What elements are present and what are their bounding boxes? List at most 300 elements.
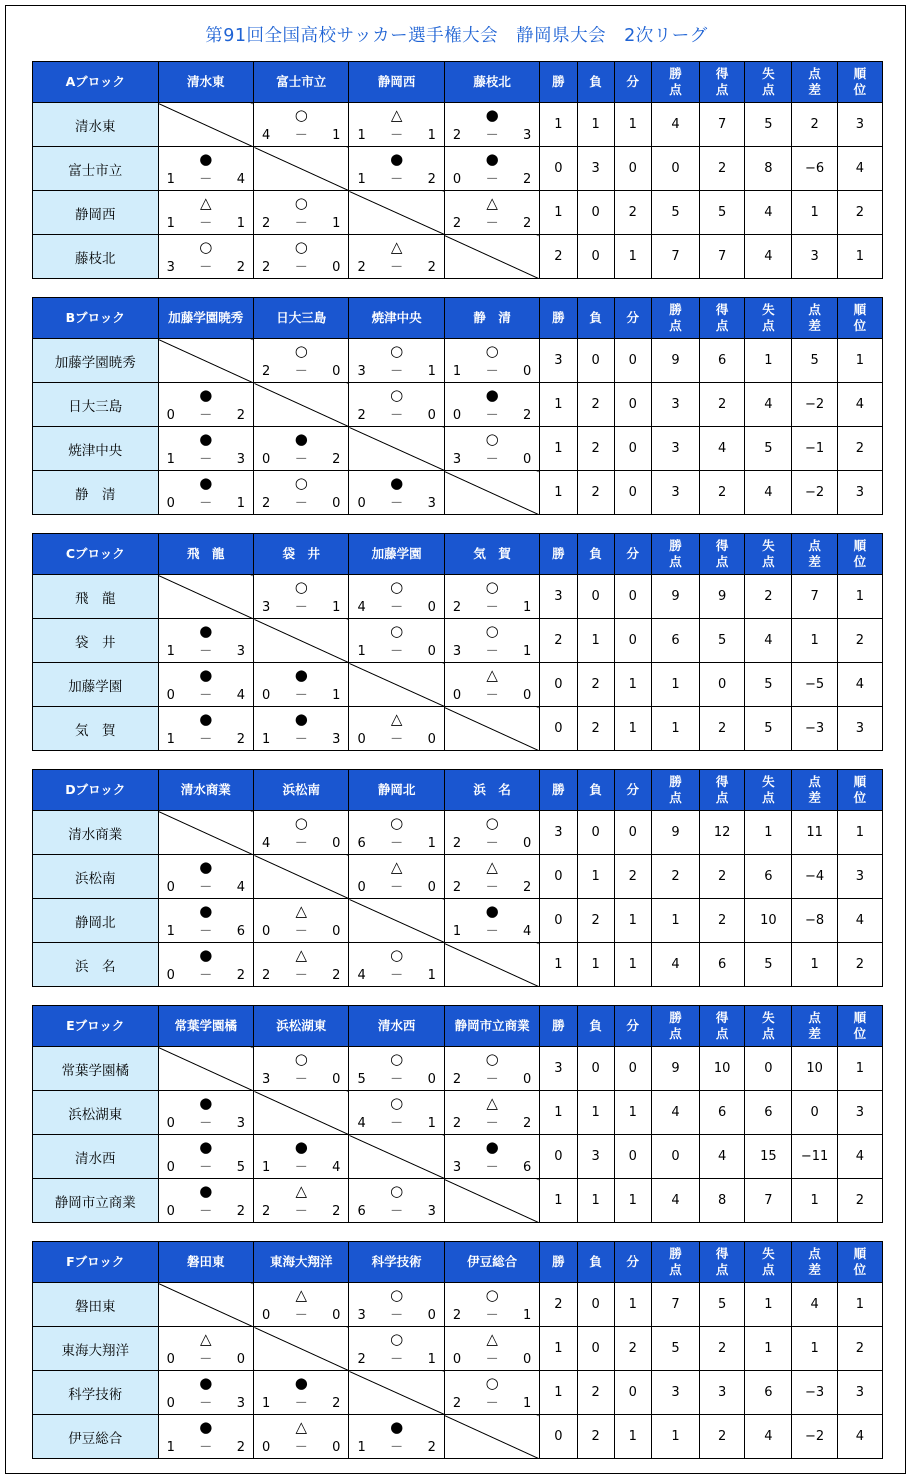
stat-cell: 2 [540, 235, 577, 279]
team-name: 清水商業 [33, 811, 159, 855]
stat-header: 分 [614, 298, 651, 339]
stat-header: 勝 [540, 1242, 577, 1283]
result-mark: ● [199, 430, 213, 448]
score-separator: － [294, 1160, 308, 1175]
stat-cell: 2 [837, 191, 882, 235]
goals-for: 4 [357, 1116, 366, 1131]
stat-cell: 0 [792, 1091, 837, 1135]
score [357, 731, 435, 749]
stat-cell: 0 [540, 663, 577, 707]
result-mark: ● [199, 858, 213, 876]
stat-cell: 1 [614, 899, 651, 943]
score [167, 407, 245, 425]
goals-for: 6 [357, 1204, 366, 1219]
stat-header: 分 [614, 62, 651, 103]
stat-cell: 1 [614, 1283, 651, 1327]
self-match-cell [254, 1091, 349, 1135]
match-result-cell [254, 1179, 349, 1223]
stat-header: 負 [577, 1242, 614, 1283]
stat-cell: −8 [792, 899, 837, 943]
goals-against: 0 [523, 364, 532, 379]
opponent-header: 磐田東 [158, 1242, 253, 1283]
score [262, 451, 340, 469]
goals-against: 2 [236, 1204, 245, 1219]
goals-for: 2 [452, 1072, 462, 1087]
table-row [33, 663, 883, 707]
match-result-cell [349, 1091, 444, 1135]
stat-cell: 10 [700, 1047, 745, 1091]
stat-cell: 2 [837, 1179, 882, 1223]
result-mark: ● [485, 386, 499, 404]
score-separator: － [294, 452, 308, 467]
table-row [33, 1135, 883, 1179]
opponent-header: 科学技術 [349, 1242, 444, 1283]
match-result-cell [349, 1179, 444, 1223]
stat-cell: 0 [577, 1047, 614, 1091]
result-mark: ● [485, 902, 499, 920]
result-mark: ○ [294, 1050, 308, 1068]
team-name: 静岡市立商業 [33, 1179, 159, 1223]
score-separator: － [199, 260, 213, 275]
stat-cell: 5 [651, 191, 699, 235]
stat-header: 負 [577, 1006, 614, 1047]
table-row [33, 619, 883, 663]
goals-against: 6 [523, 1160, 532, 1175]
stat-cell: 1 [651, 1415, 699, 1459]
score [167, 731, 245, 749]
stat-cell: 3 [792, 235, 837, 279]
goals-against: 0 [332, 1308, 341, 1323]
score-separator: － [294, 924, 308, 939]
result-mark: △ [486, 1094, 498, 1112]
score-separator: － [199, 880, 213, 895]
stat-cell: 4 [745, 191, 792, 235]
score-separator: － [294, 1308, 308, 1323]
table-row [33, 235, 883, 279]
goals-for: 4 [357, 968, 366, 983]
stat-cell: 4 [651, 943, 699, 987]
goals-for: 0 [262, 924, 271, 939]
goals-for: 2 [262, 496, 271, 511]
goals-against: 0 [523, 1072, 532, 1087]
stat-cell: 1 [614, 943, 651, 987]
result-mark: △ [295, 1418, 307, 1436]
score [453, 643, 531, 661]
goals-for: 1 [166, 924, 175, 939]
score-separator: － [199, 172, 213, 187]
score-separator: － [199, 732, 213, 747]
stat-header: 得 点 [700, 1242, 745, 1283]
match-result-cell [254, 899, 349, 943]
score-separator: － [199, 216, 213, 231]
goals-for: 2 [452, 128, 462, 143]
result-mark: ○ [485, 430, 499, 448]
stat-cell: 1 [577, 619, 614, 663]
score-separator: － [294, 1396, 308, 1411]
match-result-cell [444, 811, 539, 855]
goals-for: 2 [452, 836, 462, 851]
table-row [33, 943, 883, 987]
goals-for: 1 [166, 172, 175, 187]
stat-cell: 2 [577, 1415, 614, 1459]
stat-header: 分 [614, 1006, 651, 1047]
team-name: 科学技術 [33, 1371, 159, 1415]
goals-for: 0 [166, 1396, 175, 1411]
stat-cell: 0 [577, 575, 614, 619]
stat-cell: 1 [577, 1091, 614, 1135]
stat-cell: 2 [614, 191, 651, 235]
goals-for: 1 [357, 1440, 366, 1455]
stat-cell: 15 [745, 1135, 792, 1179]
stat-cell: 7 [651, 235, 699, 279]
stat-cell: 6 [700, 1091, 745, 1135]
match-result-cell [158, 471, 253, 515]
stat-header: 分 [614, 534, 651, 575]
match-result-cell [254, 1047, 349, 1091]
stat-cell: 5 [700, 191, 745, 235]
stat-cell: 4 [745, 235, 792, 279]
result-mark: ● [294, 1138, 308, 1156]
stat-header: 分 [614, 770, 651, 811]
score-separator: － [485, 128, 499, 143]
stat-cell: 0 [614, 1047, 651, 1091]
table-row [33, 1283, 883, 1327]
stat-cell: 9 [700, 575, 745, 619]
stat-header: 勝 [540, 770, 577, 811]
stat-cell: 1 [577, 103, 614, 147]
score-separator: － [390, 1116, 404, 1131]
stat-cell: 4 [700, 1135, 745, 1179]
score [357, 363, 435, 381]
goals-for: 1 [262, 1160, 271, 1175]
goals-against: 1 [427, 128, 436, 143]
team-name: 富士市立 [33, 147, 159, 191]
score-separator: － [199, 688, 213, 703]
stat-header: 得 点 [700, 770, 745, 811]
stat-cell: 1 [540, 191, 577, 235]
score [262, 599, 340, 617]
score-separator: － [199, 1440, 213, 1455]
stat-cell: 8 [700, 1179, 745, 1223]
result-mark: ○ [294, 238, 308, 256]
score [167, 1439, 245, 1457]
result-mark: ○ [390, 1330, 404, 1348]
stat-cell: 2 [577, 1371, 614, 1415]
league-table [32, 769, 883, 987]
score [262, 1307, 340, 1325]
stat-header: 負 [577, 298, 614, 339]
goals-against: 4 [332, 1160, 341, 1175]
stat-cell: 0 [614, 427, 651, 471]
match-result-cell [158, 1327, 253, 1371]
stat-cell: 5 [651, 1327, 699, 1371]
goals-against: 1 [236, 496, 245, 511]
score-separator: － [294, 1072, 308, 1087]
goals-for: 0 [262, 1440, 271, 1455]
result-mark: ○ [485, 1050, 499, 1068]
score [262, 495, 340, 513]
result-mark: ○ [199, 238, 213, 256]
match-result-cell [254, 943, 349, 987]
stat-cell: 1 [792, 619, 837, 663]
goals-for: 0 [166, 880, 175, 895]
stat-cell: 3 [837, 707, 882, 751]
goals-for: 4 [262, 128, 271, 143]
goals-for: 1 [357, 128, 366, 143]
table-row [33, 1371, 883, 1415]
goals-for: 1 [166, 216, 175, 231]
goals-for: 3 [452, 1160, 462, 1175]
stat-cell: 6 [745, 1371, 792, 1415]
goals-against: 2 [427, 1440, 436, 1455]
stat-header: 分 [614, 1242, 651, 1283]
score [453, 599, 531, 617]
self-match-cell [349, 1135, 444, 1179]
stat-cell: 6 [745, 855, 792, 899]
team-name: 日大三島 [33, 383, 159, 427]
match-result-cell [349, 707, 444, 751]
goals-for: 0 [452, 172, 462, 187]
stat-cell: −3 [792, 1371, 837, 1415]
table-row [33, 339, 883, 383]
score [262, 687, 340, 705]
goals-for: 1 [357, 172, 366, 187]
goals-for: 2 [262, 968, 271, 983]
match-result-cell [158, 855, 253, 899]
score-separator: － [294, 260, 308, 275]
stat-header: 勝 [540, 534, 577, 575]
score [357, 259, 435, 277]
goals-for: 3 [357, 364, 366, 379]
result-mark: △ [295, 1286, 307, 1304]
score-separator: － [390, 1204, 404, 1219]
opponent-header: 伊豆総合 [444, 1242, 539, 1283]
score [453, 923, 531, 941]
stat-cell: 0 [614, 471, 651, 515]
score-separator: － [390, 836, 404, 851]
table-row [33, 1047, 883, 1091]
stat-cell: 0 [651, 147, 699, 191]
match-result-cell [349, 575, 444, 619]
match-result-cell [444, 1283, 539, 1327]
self-match-cell [254, 1327, 349, 1371]
match-result-cell [254, 1371, 349, 1415]
match-result-cell [158, 1091, 253, 1135]
stat-cell: 7 [792, 575, 837, 619]
score-separator: － [199, 452, 213, 467]
goals-for: 0 [262, 1308, 271, 1323]
score [453, 1307, 531, 1325]
stat-header: 点 差 [792, 534, 837, 575]
stat-cell: 1 [651, 707, 699, 751]
match-result-cell [158, 1371, 253, 1415]
goals-for: 0 [262, 688, 271, 703]
stat-cell: 1 [837, 235, 882, 279]
table-row [33, 191, 883, 235]
match-result-cell [158, 619, 253, 663]
goals-against: 4 [236, 688, 245, 703]
opponent-header: 浜松南 [254, 770, 349, 811]
score-separator: － [390, 1352, 404, 1367]
goals-for: 0 [166, 688, 175, 703]
goals-against: 1 [523, 1308, 532, 1323]
stat-cell: 0 [577, 339, 614, 383]
team-name: 静岡北 [33, 899, 159, 943]
stat-cell: 3 [577, 1135, 614, 1179]
score [167, 215, 245, 233]
stat-header: 点 差 [792, 62, 837, 103]
stat-cell: 4 [651, 103, 699, 147]
stat-cell: 7 [651, 1283, 699, 1327]
team-name: 気 賀 [33, 707, 159, 751]
stat-cell: 0 [577, 1283, 614, 1327]
goals-against: 1 [427, 1352, 436, 1367]
score-separator: － [485, 1396, 499, 1411]
score-separator: － [199, 1116, 213, 1131]
stat-cell: 3 [577, 147, 614, 191]
match-result-cell [254, 1135, 349, 1179]
team-name: 東海大翔洋 [33, 1327, 159, 1371]
stat-header: 点 差 [792, 770, 837, 811]
stat-cell: 0 [577, 1327, 614, 1371]
goals-for: 0 [166, 408, 175, 423]
score-separator: － [485, 1352, 499, 1367]
score-separator: － [294, 1204, 308, 1219]
result-mark: ● [199, 1094, 213, 1112]
score-separator: － [485, 1116, 499, 1131]
score [167, 495, 245, 513]
score [453, 127, 531, 145]
match-result-cell [349, 811, 444, 855]
stat-cell: 2 [700, 899, 745, 943]
stat-cell: 0 [700, 663, 745, 707]
stat-header: 順 位 [837, 1242, 882, 1283]
stat-cell: 1 [745, 1327, 792, 1371]
goals-for: 0 [166, 496, 175, 511]
stat-cell: 1 [540, 471, 577, 515]
score [357, 495, 435, 513]
result-mark: △ [390, 710, 403, 728]
stat-header: 負 [577, 62, 614, 103]
result-mark: ○ [390, 946, 404, 964]
table-row [33, 899, 883, 943]
score-separator: － [485, 452, 499, 467]
score-separator: － [199, 968, 213, 983]
result-mark: ● [199, 902, 213, 920]
result-mark: ● [390, 474, 404, 492]
stat-cell: 4 [837, 663, 882, 707]
result-mark: ● [199, 1374, 213, 1392]
goals-against: 3 [236, 644, 245, 659]
opponent-header: 静岡北 [349, 770, 444, 811]
match-result-cell [444, 103, 539, 147]
page-title: 第91回全国高校サッカー選手権大会 静岡県大会 2次リーグ [205, 26, 708, 46]
table-row [33, 103, 883, 147]
stat-cell: 1 [540, 1327, 577, 1371]
stat-cell: 1 [792, 943, 837, 987]
goals-for: 1 [357, 644, 366, 659]
score [167, 451, 245, 469]
score [357, 1307, 435, 1325]
score [453, 1395, 531, 1413]
match-result-cell [349, 1327, 444, 1371]
goals-for: 4 [357, 600, 366, 615]
score [262, 731, 340, 749]
score [167, 967, 245, 985]
score-separator: － [294, 496, 308, 511]
goals-for: 1 [166, 644, 175, 659]
goals-against: 0 [427, 600, 436, 615]
stat-cell: 1 [577, 943, 614, 987]
stat-cell: 4 [745, 471, 792, 515]
stat-cell: 9 [651, 811, 699, 855]
result-mark: ○ [294, 106, 308, 124]
league-table [32, 1241, 883, 1459]
result-mark: ○ [294, 578, 308, 596]
score [357, 1071, 435, 1089]
result-mark: △ [486, 1330, 498, 1348]
score [167, 259, 245, 277]
stat-header: 順 位 [837, 298, 882, 339]
block-label: Cブロック [33, 534, 159, 575]
score [357, 171, 435, 189]
stat-cell: −2 [792, 471, 837, 515]
goals-for: 0 [166, 1160, 175, 1175]
result-mark: ○ [390, 578, 404, 596]
result-mark: ○ [390, 1182, 404, 1200]
goals-for: 3 [452, 452, 462, 467]
team-name: 袋 井 [33, 619, 159, 663]
stat-cell: 3 [651, 427, 699, 471]
team-name: 加藤学園 [33, 663, 159, 707]
opponent-header: 加藤学園 [349, 534, 444, 575]
stat-cell: 1 [745, 339, 792, 383]
result-mark: △ [295, 902, 307, 920]
result-mark: ○ [485, 342, 499, 360]
stat-header: 失 点 [745, 534, 792, 575]
stat-header: 勝 [540, 1006, 577, 1047]
score [453, 363, 531, 381]
table-row [33, 147, 883, 191]
stat-cell: 1 [614, 1179, 651, 1223]
stat-cell: 2 [577, 663, 614, 707]
goals-for: 0 [166, 1204, 175, 1219]
match-result-cell [349, 1283, 444, 1327]
opponent-header: 富士市立 [254, 62, 349, 103]
result-mark: △ [295, 946, 307, 964]
team-name: 静岡西 [33, 191, 159, 235]
goals-for: 3 [166, 260, 175, 275]
self-match-cell [254, 855, 349, 899]
team-name: 焼津中央 [33, 427, 159, 471]
opponent-header: 東海大翔洋 [254, 1242, 349, 1283]
result-mark: ● [390, 1418, 404, 1436]
stat-header: 点 差 [792, 1242, 837, 1283]
stat-cell: 1 [837, 575, 882, 619]
table-row [33, 1415, 883, 1459]
match-result-cell [444, 855, 539, 899]
goals-against: 3 [332, 732, 341, 747]
goals-for: 1 [452, 364, 462, 379]
score [357, 879, 435, 897]
stat-cell: 1 [651, 899, 699, 943]
match-result-cell [254, 663, 349, 707]
stat-cell: 7 [700, 235, 745, 279]
goals-against: 1 [332, 688, 341, 703]
stat-cell: −6 [792, 147, 837, 191]
stat-cell: 1 [792, 191, 837, 235]
stat-cell: 3 [837, 1091, 882, 1135]
